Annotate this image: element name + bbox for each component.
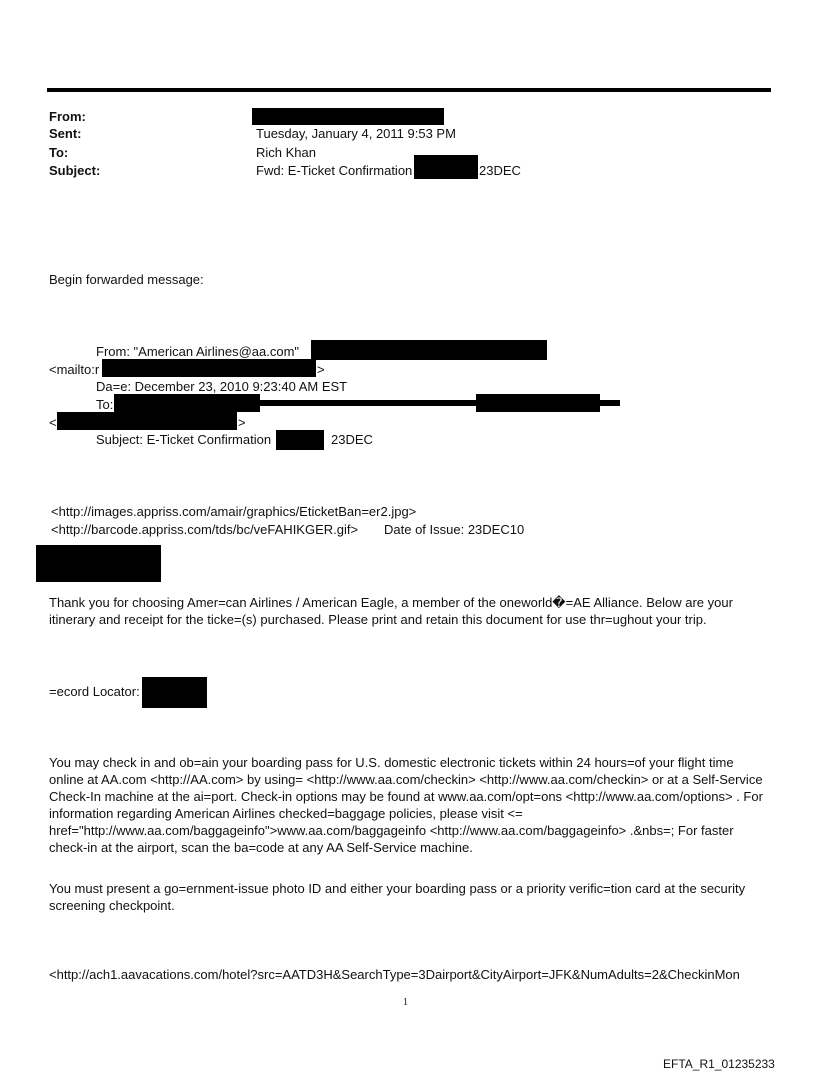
fwd-date: Da=e: December 23, 2010 9:23:40 AM EST <box>96 379 348 394</box>
checkin-paragraph: You may check in and ob=ain your boarding pass for U.S. domestic electronic tickets within 24 hours=of your flight time online at AA.com <http://AA.com> by using= <http://www.aa.com/checkin> <http://www.aa.com/checkin> or at a Self-Service Check-In machine at the ai=port. Check-in options may be found at www.aa.com/opt=ons <http://www.aa.com/options> . For information regarding American Airlines checked=baggage policies, please visit <= href="http://www.aa.com/baggageinfo">www.aa.com/baggageinfo <http://www.aa.com/baggageinfo> .&nbs=; For faster check-in at the airport, scan the ba=code at any AA Self-Service machine. <box>49 755 763 855</box>
redaction-record-locator <box>142 677 207 708</box>
fwd-to-line2-prefix: < <box>49 415 57 430</box>
id-paragraph: You must present a go=ernment-issue photo ID and either your boarding pass or a priority verific=tion card at the security screening checkpoint. <box>49 881 746 913</box>
redaction-from <box>252 108 444 125</box>
fwd-subject-prefix: Subject: E-Ticket Confirmation <box>96 432 272 447</box>
fwd-to-line2-suffix: > <box>238 415 246 430</box>
page-number: 1 <box>403 997 408 1008</box>
redaction-mailto <box>102 359 316 377</box>
redaction-to-strike <box>260 400 476 406</box>
date-of-issue: Date of Issue: 23DEC10 <box>384 522 525 537</box>
barcode-link[interactable]: <http://barcode.appriss.com/tds/bc/veFAHIKGER.gif> <box>51 522 359 537</box>
fwd-from: From: "American Airlines@aa.com" <box>96 344 300 359</box>
redaction-to-2 <box>476 394 600 412</box>
record-locator-label: =ecord Locator: <box>49 684 140 699</box>
begin-forwarded: Begin forwarded message: <box>49 272 204 287</box>
redaction-to-line2 <box>57 412 237 430</box>
fwd-mailto-suffix: > <box>317 362 325 377</box>
fwd-subject-suffix: 23DEC <box>331 432 373 447</box>
fwd-mailto-prefix: <mailto:r <box>49 362 100 377</box>
header-rule <box>47 88 771 92</box>
sent-value: Tuesday, January 4, 2011 9:53 PM <box>256 126 456 141</box>
from-label: From: <box>49 109 86 124</box>
fwd-to: To: <box>96 397 114 412</box>
subject-label: Subject: <box>49 163 101 178</box>
subject-value <box>256 162 412 179</box>
redaction-block <box>36 545 161 582</box>
redaction-fwd-subject <box>276 430 324 450</box>
image-link[interactable]: <http://images.appriss.com/amair/graphics/EticketBan=er2.jpg> <box>51 504 417 519</box>
sent-label: Sent: <box>49 126 82 141</box>
bates-number: EFTA_R1_01235233 <box>663 1057 775 1071</box>
subject-prefix: Fwd: E-Ticket Confirmation <box>256 163 413 178</box>
subject-suffix: 23DEC <box>479 163 521 178</box>
to-label: To: <box>49 145 69 160</box>
redaction-subject <box>414 155 478 179</box>
thank-you-paragraph: Thank you for choosing Amer=can Airlines / American Eagle, a member of the oneworld�=AE Alliance. Below are your itinerary and receipt for the ticke=(s) purchased. Please print and retain this document for use thr=ughout your trip. <box>49 595 733 627</box>
redaction-to-1 <box>114 394 260 412</box>
hotel-link[interactable]: <http://ach1.aavacations.com/hotel?src=AATD3H&SearchType=3Dairport&CityAirport=JFK&NumAdults=2&CheckinMon <box>49 967 740 982</box>
redaction-to-strike-2 <box>600 400 620 406</box>
redaction-fwd-from <box>311 340 547 360</box>
to-value: Rich Khan <box>256 145 316 160</box>
